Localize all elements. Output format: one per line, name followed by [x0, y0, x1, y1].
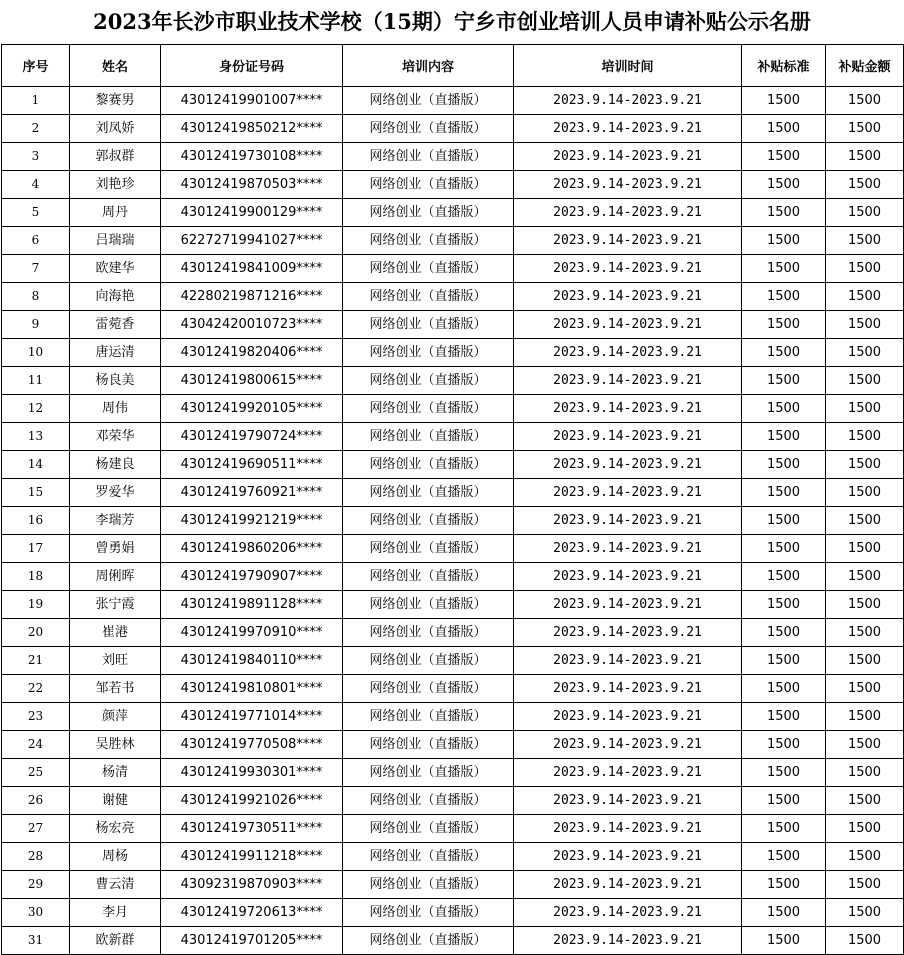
cell-subsidy-standard: 1500	[742, 87, 826, 115]
cell-name: 张宁霞	[70, 591, 161, 619]
cell-training-time: 2023.9.14-2023.9.21	[514, 731, 742, 759]
cell-subsidy-amount: 1500	[826, 591, 904, 619]
cell-id-number: 43012419840110****	[161, 647, 343, 675]
cell-id-number: 43012419921219****	[161, 507, 343, 535]
cell-id-number: 43012419810801****	[161, 675, 343, 703]
header-seq: 序号	[2, 45, 70, 87]
cell-id-number: 43012419800615****	[161, 367, 343, 395]
cell-training-content: 网络创业（直播版）	[343, 143, 514, 171]
cell-name: 郭叔群	[70, 143, 161, 171]
cell-subsidy-standard: 1500	[742, 311, 826, 339]
cell-seq: 6	[2, 227, 70, 255]
table-row	[2, 759, 904, 787]
cell-name: 邓荣华	[70, 423, 161, 451]
cell-seq: 30	[2, 899, 70, 927]
cell-name: 曾勇娟	[70, 535, 161, 563]
cell-training-time: 2023.9.14-2023.9.21	[514, 311, 742, 339]
cell-subsidy-standard: 1500	[742, 367, 826, 395]
cell-subsidy-amount: 1500	[826, 143, 904, 171]
table-row	[2, 255, 904, 283]
cell-name: 刘凤娇	[70, 115, 161, 143]
cell-subsidy-standard: 1500	[742, 479, 826, 507]
cell-name: 欧新群	[70, 927, 161, 955]
cell-training-content: 网络创业（直播版）	[343, 759, 514, 787]
cell-training-time: 2023.9.14-2023.9.21	[514, 675, 742, 703]
cell-training-content: 网络创业（直播版）	[343, 647, 514, 675]
cell-subsidy-amount: 1500	[826, 871, 904, 899]
cell-subsidy-amount: 1500	[826, 367, 904, 395]
cell-training-content: 网络创业（直播版）	[343, 507, 514, 535]
table-row	[2, 647, 904, 675]
cell-seq: 26	[2, 787, 70, 815]
cell-seq: 7	[2, 255, 70, 283]
cell-training-time: 2023.9.14-2023.9.21	[514, 815, 742, 843]
table-row	[2, 815, 904, 843]
table-row	[2, 283, 904, 311]
cell-seq: 3	[2, 143, 70, 171]
cell-seq: 13	[2, 423, 70, 451]
cell-name: 向海艳	[70, 283, 161, 311]
cell-seq: 10	[2, 339, 70, 367]
cell-training-content: 网络创业（直播版）	[343, 115, 514, 143]
cell-subsidy-standard: 1500	[742, 283, 826, 311]
cell-name: 谢健	[70, 787, 161, 815]
cell-subsidy-amount: 1500	[826, 87, 904, 115]
cell-training-content: 网络创业（直播版）	[343, 731, 514, 759]
cell-id-number: 43012419860206****	[161, 535, 343, 563]
cell-id-number: 43012419790724****	[161, 423, 343, 451]
cell-seq: 11	[2, 367, 70, 395]
cell-subsidy-amount: 1500	[826, 199, 904, 227]
cell-seq: 19	[2, 591, 70, 619]
table-row	[2, 843, 904, 871]
cell-name: 吴胜林	[70, 731, 161, 759]
table-row	[2, 423, 904, 451]
table-header	[2, 45, 904, 87]
cell-subsidy-standard: 1500	[742, 787, 826, 815]
cell-id-number: 43012419730511****	[161, 815, 343, 843]
header-time: 培训时间	[514, 45, 742, 87]
cell-name: 周伟	[70, 395, 161, 423]
cell-training-content: 网络创业（直播版）	[343, 815, 514, 843]
table-row	[2, 479, 904, 507]
page-title: 2023年长沙市职业技术学校（15期）宁乡市创业培训人员申请补贴公示名册	[93, 9, 811, 34]
cell-training-content: 网络创业（直播版）	[343, 563, 514, 591]
cell-subsidy-amount: 1500	[826, 703, 904, 731]
table-row	[2, 703, 904, 731]
cell-subsidy-standard: 1500	[742, 619, 826, 647]
cell-seq: 23	[2, 703, 70, 731]
header-row	[2, 45, 904, 87]
cell-training-time: 2023.9.14-2023.9.21	[514, 87, 742, 115]
cell-training-time: 2023.9.14-2023.9.21	[514, 843, 742, 871]
cell-training-content: 网络创业（直播版）	[343, 619, 514, 647]
cell-seq: 22	[2, 675, 70, 703]
cell-name: 欧建华	[70, 255, 161, 283]
cell-id-number: 43012419870503****	[161, 171, 343, 199]
cell-subsidy-standard: 1500	[742, 815, 826, 843]
cell-seq: 17	[2, 535, 70, 563]
cell-training-time: 2023.9.14-2023.9.21	[514, 227, 742, 255]
cell-id-number: 43012419720613****	[161, 899, 343, 927]
cell-id-number: 43012419911218****	[161, 843, 343, 871]
header-standard: 补贴标准	[742, 45, 826, 87]
cell-subsidy-standard: 1500	[742, 255, 826, 283]
cell-training-time: 2023.9.14-2023.9.21	[514, 115, 742, 143]
cell-id-number: 43012419760921****	[161, 479, 343, 507]
cell-name: 邹若书	[70, 675, 161, 703]
cell-subsidy-amount: 1500	[826, 479, 904, 507]
header-id: 身份证号码	[161, 45, 343, 87]
cell-training-time: 2023.9.14-2023.9.21	[514, 619, 742, 647]
cell-training-content: 网络创业（直播版）	[343, 675, 514, 703]
cell-name: 唐运清	[70, 339, 161, 367]
cell-training-time: 2023.9.14-2023.9.21	[514, 927, 742, 955]
cell-subsidy-standard: 1500	[742, 395, 826, 423]
cell-subsidy-standard: 1500	[742, 115, 826, 143]
cell-subsidy-amount: 1500	[826, 535, 904, 563]
cell-seq: 16	[2, 507, 70, 535]
cell-subsidy-standard: 1500	[742, 871, 826, 899]
cell-name: 周杨	[70, 843, 161, 871]
cell-name: 黎赛男	[70, 87, 161, 115]
header-content: 培训内容	[343, 45, 514, 87]
cell-training-content: 网络创业（直播版）	[343, 199, 514, 227]
cell-subsidy-standard: 1500	[742, 451, 826, 479]
table-row	[2, 395, 904, 423]
cell-id-number: 42280219871216****	[161, 283, 343, 311]
cell-seq: 25	[2, 759, 70, 787]
cell-subsidy-amount: 1500	[826, 787, 904, 815]
table-row	[2, 311, 904, 339]
cell-name: 杨宏亮	[70, 815, 161, 843]
cell-training-content: 网络创业（直播版）	[343, 787, 514, 815]
subsidy-table	[1, 44, 904, 955]
cell-subsidy-amount: 1500	[826, 815, 904, 843]
cell-training-content: 网络创业（直播版）	[343, 451, 514, 479]
cell-training-time: 2023.9.14-2023.9.21	[514, 171, 742, 199]
cell-training-time: 2023.9.14-2023.9.21	[514, 423, 742, 451]
cell-subsidy-standard: 1500	[742, 171, 826, 199]
cell-subsidy-amount: 1500	[826, 395, 904, 423]
cell-training-content: 网络创业（直播版）	[343, 591, 514, 619]
cell-training-time: 2023.9.14-2023.9.21	[514, 199, 742, 227]
table-row	[2, 731, 904, 759]
cell-training-content: 网络创业（直播版）	[343, 339, 514, 367]
cell-subsidy-standard: 1500	[742, 199, 826, 227]
table-row	[2, 871, 904, 899]
cell-name: 吕瑞瑞	[70, 227, 161, 255]
table-row	[2, 115, 904, 143]
cell-training-content: 网络创业（直播版）	[343, 423, 514, 451]
cell-training-content: 网络创业（直播版）	[343, 255, 514, 283]
cell-id-number: 43012419970910****	[161, 619, 343, 647]
cell-seq: 1	[2, 87, 70, 115]
cell-seq: 27	[2, 815, 70, 843]
table-row	[2, 171, 904, 199]
cell-name: 李瑞芳	[70, 507, 161, 535]
cell-subsidy-amount: 1500	[826, 927, 904, 955]
cell-training-content: 网络创业（直播版）	[343, 535, 514, 563]
table-row	[2, 227, 904, 255]
cell-training-time: 2023.9.14-2023.9.21	[514, 367, 742, 395]
cell-id-number: 43012419690511****	[161, 451, 343, 479]
cell-id-number: 62272719941027****	[161, 227, 343, 255]
table-row	[2, 367, 904, 395]
cell-training-time: 2023.9.14-2023.9.21	[514, 563, 742, 591]
cell-training-time: 2023.9.14-2023.9.21	[514, 479, 742, 507]
cell-subsidy-amount: 1500	[826, 843, 904, 871]
cell-subsidy-standard: 1500	[742, 703, 826, 731]
cell-subsidy-amount: 1500	[826, 731, 904, 759]
table-row	[2, 927, 904, 955]
table-row	[2, 787, 904, 815]
cell-subsidy-standard: 1500	[742, 647, 826, 675]
cell-subsidy-standard: 1500	[742, 563, 826, 591]
cell-name: 周丹	[70, 199, 161, 227]
cell-training-time: 2023.9.14-2023.9.21	[514, 507, 742, 535]
cell-subsidy-standard: 1500	[742, 759, 826, 787]
cell-seq: 8	[2, 283, 70, 311]
cell-subsidy-standard: 1500	[742, 339, 826, 367]
cell-subsidy-amount: 1500	[826, 283, 904, 311]
cell-id-number: 43012419850212****	[161, 115, 343, 143]
table-row	[2, 675, 904, 703]
table-row	[2, 143, 904, 171]
table-row	[2, 339, 904, 367]
cell-training-time: 2023.9.14-2023.9.21	[514, 787, 742, 815]
cell-name: 周俐晖	[70, 563, 161, 591]
cell-subsidy-standard: 1500	[742, 507, 826, 535]
table-row	[2, 507, 904, 535]
table-row	[2, 899, 904, 927]
cell-subsidy-standard: 1500	[742, 143, 826, 171]
cell-training-time: 2023.9.14-2023.9.21	[514, 395, 742, 423]
cell-subsidy-amount: 1500	[826, 759, 904, 787]
cell-training-content: 网络创业（直播版）	[343, 87, 514, 115]
header-amount: 补贴金额	[826, 45, 904, 87]
cell-seq: 29	[2, 871, 70, 899]
cell-id-number: 43012419771014****	[161, 703, 343, 731]
cell-training-content: 网络创业（直播版）	[343, 479, 514, 507]
cell-training-time: 2023.9.14-2023.9.21	[514, 871, 742, 899]
cell-subsidy-standard: 1500	[742, 535, 826, 563]
cell-subsidy-amount: 1500	[826, 255, 904, 283]
cell-training-time: 2023.9.14-2023.9.21	[514, 255, 742, 283]
cell-subsidy-standard: 1500	[742, 843, 826, 871]
cell-subsidy-amount: 1500	[826, 311, 904, 339]
cell-training-time: 2023.9.14-2023.9.21	[514, 535, 742, 563]
cell-subsidy-amount: 1500	[826, 647, 904, 675]
cell-name: 曹云清	[70, 871, 161, 899]
cell-seq: 24	[2, 731, 70, 759]
cell-id-number: 43092319870903****	[161, 871, 343, 899]
cell-training-content: 网络创业（直播版）	[343, 367, 514, 395]
cell-subsidy-standard: 1500	[742, 675, 826, 703]
table-row	[2, 619, 904, 647]
cell-seq: 21	[2, 647, 70, 675]
table-row	[2, 563, 904, 591]
cell-subsidy-amount: 1500	[826, 451, 904, 479]
cell-id-number: 43042420010723****	[161, 311, 343, 339]
cell-id-number: 43012419790907****	[161, 563, 343, 591]
cell-id-number: 43012419930301****	[161, 759, 343, 787]
cell-subsidy-amount: 1500	[826, 563, 904, 591]
cell-id-number: 43012419820406****	[161, 339, 343, 367]
table-row	[2, 591, 904, 619]
cell-seq: 4	[2, 171, 70, 199]
cell-subsidy-standard: 1500	[742, 227, 826, 255]
cell-name: 颜萍	[70, 703, 161, 731]
cell-subsidy-amount: 1500	[826, 339, 904, 367]
cell-name: 刘艳珍	[70, 171, 161, 199]
cell-seq: 15	[2, 479, 70, 507]
cell-training-content: 网络创业（直播版）	[343, 171, 514, 199]
cell-training-time: 2023.9.14-2023.9.21	[514, 143, 742, 171]
cell-seq: 18	[2, 563, 70, 591]
cell-training-time: 2023.9.14-2023.9.21	[514, 451, 742, 479]
cell-name: 杨清	[70, 759, 161, 787]
cell-subsidy-amount: 1500	[826, 899, 904, 927]
cell-name: 雷菀香	[70, 311, 161, 339]
cell-name: 李月	[70, 899, 161, 927]
cell-training-time: 2023.9.14-2023.9.21	[514, 283, 742, 311]
cell-training-content: 网络创业（直播版）	[343, 227, 514, 255]
cell-training-time: 2023.9.14-2023.9.21	[514, 899, 742, 927]
cell-seq: 9	[2, 311, 70, 339]
cell-seq: 12	[2, 395, 70, 423]
cell-id-number: 43012419701205****	[161, 927, 343, 955]
table-body	[2, 87, 904, 955]
cell-subsidy-standard: 1500	[742, 927, 826, 955]
cell-name: 杨良美	[70, 367, 161, 395]
cell-subsidy-amount: 1500	[826, 675, 904, 703]
cell-training-time: 2023.9.14-2023.9.21	[514, 759, 742, 787]
cell-name: 杨建良	[70, 451, 161, 479]
cell-seq: 31	[2, 927, 70, 955]
cell-training-content: 网络创业（直播版）	[343, 703, 514, 731]
cell-id-number: 43012419841009****	[161, 255, 343, 283]
cell-subsidy-standard: 1500	[742, 423, 826, 451]
cell-subsidy-standard: 1500	[742, 731, 826, 759]
table-row	[2, 535, 904, 563]
table-row	[2, 199, 904, 227]
cell-seq: 28	[2, 843, 70, 871]
cell-training-content: 网络创业（直播版）	[343, 927, 514, 955]
cell-id-number: 43012419891128****	[161, 591, 343, 619]
cell-training-time: 2023.9.14-2023.9.21	[514, 703, 742, 731]
cell-seq: 5	[2, 199, 70, 227]
cell-training-content: 网络创业（直播版）	[343, 899, 514, 927]
header-name: 姓名	[70, 45, 161, 87]
cell-training-time: 2023.9.14-2023.9.21	[514, 339, 742, 367]
cell-id-number: 43012419900129****	[161, 199, 343, 227]
cell-id-number: 43012419901007****	[161, 87, 343, 115]
cell-subsidy-amount: 1500	[826, 619, 904, 647]
cell-id-number: 43012419921026****	[161, 787, 343, 815]
cell-name: 崔港	[70, 619, 161, 647]
cell-subsidy-amount: 1500	[826, 423, 904, 451]
cell-seq: 14	[2, 451, 70, 479]
cell-name: 罗爱华	[70, 479, 161, 507]
cell-subsidy-amount: 1500	[826, 115, 904, 143]
cell-seq: 2	[2, 115, 70, 143]
cell-subsidy-amount: 1500	[826, 507, 904, 535]
cell-id-number: 43012419770508****	[161, 731, 343, 759]
cell-name: 刘旺	[70, 647, 161, 675]
cell-id-number: 43012419730108****	[161, 143, 343, 171]
cell-subsidy-amount: 1500	[826, 171, 904, 199]
cell-training-content: 网络创业（直播版）	[343, 871, 514, 899]
cell-id-number: 43012419920105****	[161, 395, 343, 423]
cell-training-time: 2023.9.14-2023.9.21	[514, 647, 742, 675]
cell-training-time: 2023.9.14-2023.9.21	[514, 591, 742, 619]
cell-subsidy-amount: 1500	[826, 227, 904, 255]
cell-training-content: 网络创业（直播版）	[343, 283, 514, 311]
cell-training-content: 网络创业（直播版）	[343, 843, 514, 871]
table-row	[2, 451, 904, 479]
table-row	[2, 87, 904, 115]
cell-seq: 20	[2, 619, 70, 647]
cell-subsidy-standard: 1500	[742, 899, 826, 927]
cell-subsidy-standard: 1500	[742, 591, 826, 619]
cell-training-content: 网络创业（直播版）	[343, 311, 514, 339]
cell-training-content: 网络创业（直播版）	[343, 395, 514, 423]
